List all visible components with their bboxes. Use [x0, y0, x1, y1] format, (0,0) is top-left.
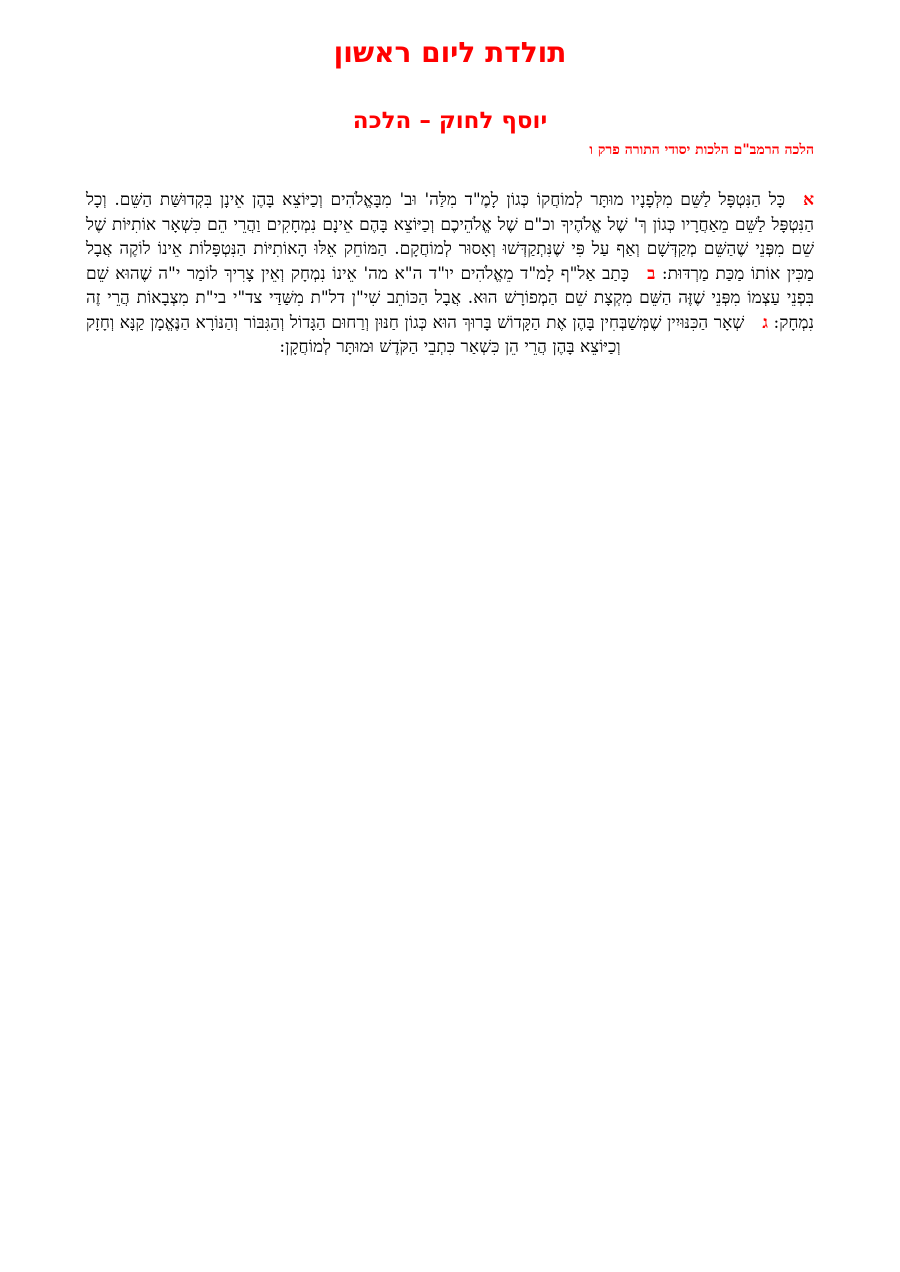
halacha-body	[86, 188, 814, 360]
seif-text-alef: כָּל הַנִּטְפָּל לַשֵּׁם מִלְּפָנָיו מוּתָּר לְמוֹחֲקוֹ כְּגוֹן לָמֶ"ד מִלַּה' וּב' מִבָּאֱלֹהִים וְכַיּוֹצֵא בָּהֶן אֵינָן בִּקְדוּשַּׁת הַשֵּׁם. וְכָל הַנִּטְפָּל לַשֵּׁם מֵאַחֲרָיו כְּגוֹן ךְ' שֶׁל אֱלֹהֶיךָ וכ"ם שֶׁל אֱלֹהֵיכֶם וְכַיּוֹצֵא בָּהֶם אֵינָם נִמְחָקִים וַהֲרֵי הֵם כִּשְׁאָר אוֹתִיּוֹת שֶׁל שֵׁם מִפְּנֵי שֶׁהַשֵּׁם מְקַדְּשָׁם וְאַף עַל פִּי שֶׁנִּתְקַדְּשׁוּ וְאָסוּר לְמוֹחֲקָם. הַמּוֹחֵק אֵלּוּ הָאוֹתִיּוֹת הַנִּטְפָּלוֹת אֵינוֹ לוֹקֶה אֲבָל מַכִּין אוֹתוֹ מַכַּת מַרְדּוּת:	[86, 190, 814, 284]
page-title: תולדת ליום ראשון	[333, 36, 567, 69]
seif-letter-bet: ב	[647, 263, 656, 284]
seif-letter-alef: א	[803, 190, 814, 210]
source-reference: הלכה הרמב"ם הלכות יסודי התורה פרק ו	[589, 142, 814, 158]
seif-letter-gimel: ג	[762, 312, 768, 333]
seif-text-gimel: שְׁאָר הַכִּנּוּיִין שֶׁמְּשַׁבְּחִין בָּהֶן אֶת הַקָּדוֹשׁ בָּרוּךְ הוּא כְּגוֹן חַנּוּן וְרַחוּם הַגָּדוֹל וְהַגִּבּוֹר וְהַנּוֹרָא הַנֶּאֱמָן קַנָּא וְחָזָק וְכַיּוֹצֵא בָּהֶן הֲרֵי הֵן כִּשְׁאַר כִּתְבֵי הַקֹּדֶשׁ וּמוּתָּר לְמוֹחֲקָן:	[86, 312, 745, 357]
seif-text-bet: כָּתַב אַל"ף לָמ"ד מֵאֱלֹהִים יו"ד ה"א מה' אֵינוֹ נִמְחָק וְאֵין צָרִיךְ לוֹמַר י"ה שֶׁהוּא שֵׁם בִּפְנֵי עַצְמוֹ מִפְּנֵי שֶׁזֶּה הַשֵּׁם מִקְצָת שֵׁם הַמְפוֹרָשׁ הוּא. אֲבָל הַכּוֹתֵב שִׁי"ן דל"ת מִשַּׁדַּי צד"י בי"ת מִצְבָאוֹת הֲרֵי זֶה נִמְחָק:	[86, 263, 814, 333]
page-subtitle: יוסף לחוק – הלכה	[352, 108, 548, 134]
